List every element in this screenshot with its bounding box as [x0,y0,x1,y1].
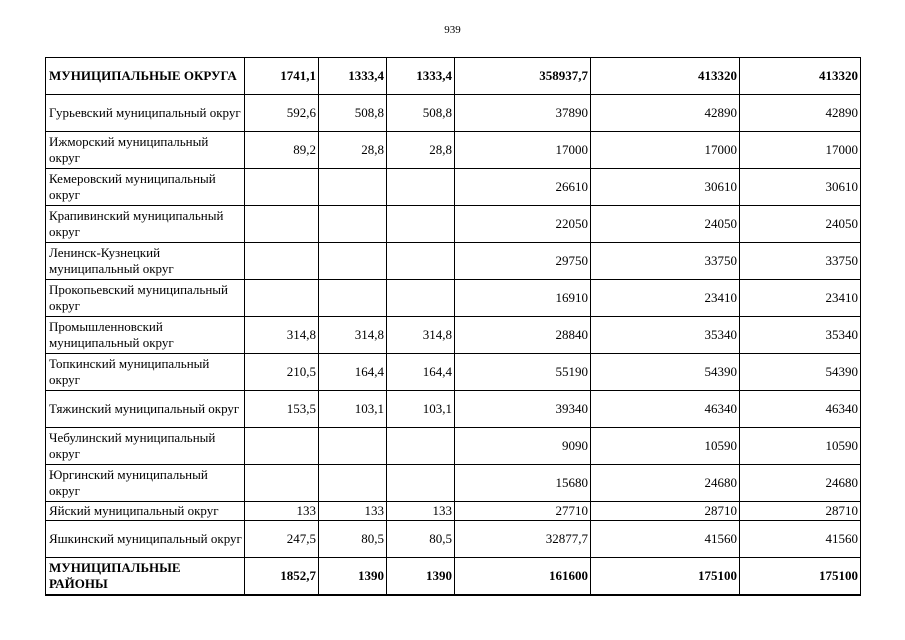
cell-value: 28,8 [319,132,387,169]
row-name: Крапивинский муниципальный округ [46,206,245,243]
cell-value: 23410 [591,280,740,317]
cell-value: 153,5 [245,391,319,428]
cell-value: 80,5 [387,521,455,558]
row-name: Прокопьевский муниципальный округ [46,280,245,317]
row-name: Тяжинский муниципальный округ [46,391,245,428]
cell-value: 42890 [740,95,861,132]
cell-value [319,169,387,206]
cell-value: 24680 [740,465,861,502]
cell-value: 42890 [591,95,740,132]
cell-value [387,465,455,502]
cell-value: 508,8 [387,95,455,132]
table-row [46,502,861,521]
cell-value [245,206,319,243]
page-number: 939 [444,24,461,36]
cell-value: 358937,7 [455,58,591,95]
table-row [46,132,861,169]
cell-value: 39340 [455,391,591,428]
cell-value: 1741,1 [245,58,319,95]
cell-value: 210,5 [245,354,319,391]
table-row [46,391,861,428]
table-row-municipal-districts-total [46,58,861,95]
cell-value: 103,1 [319,391,387,428]
cell-value: 41560 [740,521,861,558]
cell-value: 33750 [591,243,740,280]
cell-value: 10590 [591,428,740,465]
cell-value: 27710 [455,502,591,521]
row-name: Чебулинский муниципальный округ [46,428,245,465]
cell-value [319,280,387,317]
cell-value: 16910 [455,280,591,317]
cell-value [319,206,387,243]
cell-value: 1333,4 [387,58,455,95]
cell-value: 55190 [455,354,591,391]
cell-value: 17000 [740,132,861,169]
cell-value: 28,8 [387,132,455,169]
row-name: Кемеровский муниципальный округ [46,169,245,206]
cell-value: 15680 [455,465,591,502]
cell-value: 1390 [387,558,455,596]
cell-value [245,465,319,502]
cell-value [245,280,319,317]
table-row [46,243,861,280]
cell-value: 314,8 [387,317,455,354]
cell-value: 24680 [591,465,740,502]
table-row-municipal-regions-total [46,558,861,596]
cell-value: 28840 [455,317,591,354]
row-name: Ленинск-Кузнецкий муниципальный округ [46,243,245,280]
table-row [46,521,861,558]
cell-value: 1333,4 [319,58,387,95]
cell-value: 89,2 [245,132,319,169]
cell-value [319,428,387,465]
row-name: Гурьевский муниципальный округ [46,95,245,132]
cell-value: 37890 [455,95,591,132]
cell-value: 17000 [455,132,591,169]
row-name: Юргинский муниципальный округ [46,465,245,502]
cell-value [387,428,455,465]
cell-value [319,465,387,502]
cell-value: 508,8 [319,95,387,132]
cell-value: 33750 [740,243,861,280]
cell-value: 32877,7 [455,521,591,558]
cell-value: 46340 [591,391,740,428]
table-row [46,317,861,354]
cell-value: 133 [387,502,455,521]
cell-value: 24050 [591,206,740,243]
cell-value: 30610 [591,169,740,206]
cell-value: 592,6 [245,95,319,132]
cell-value: 247,5 [245,521,319,558]
table-row [46,428,861,465]
row-name: Яйский муниципальный округ [46,502,245,521]
cell-value: 133 [245,502,319,521]
cell-value: 164,4 [319,354,387,391]
cell-value: 54390 [591,354,740,391]
table-row [46,354,861,391]
cell-value: 103,1 [387,391,455,428]
cell-value: 30610 [740,169,861,206]
row-name: МУНИЦИПАЛЬНЫЕ ОКРУГА [46,58,245,95]
cell-value: 413320 [740,58,861,95]
cell-value [245,169,319,206]
cell-value: 1390 [319,558,387,596]
cell-value: 54390 [740,354,861,391]
row-name: Ижморский муниципальный округ [46,132,245,169]
cell-value: 24050 [740,206,861,243]
cell-value [245,243,319,280]
cell-value: 26610 [455,169,591,206]
cell-value [387,169,455,206]
table-row [46,95,861,132]
budget-table [45,57,861,596]
table-row [46,280,861,317]
cell-value: 17000 [591,132,740,169]
cell-value [387,243,455,280]
row-name: Промышленновский муниципальный округ [46,317,245,354]
cell-value [319,243,387,280]
cell-value: 35340 [591,317,740,354]
cell-value [245,428,319,465]
row-name: Яшкинский муниципальный округ [46,521,245,558]
cell-value: 314,8 [319,317,387,354]
cell-value: 41560 [591,521,740,558]
cell-value [387,206,455,243]
cell-value: 175100 [740,558,861,596]
table-row [46,169,861,206]
cell-value: 46340 [740,391,861,428]
row-name: МУНИЦИПАЛЬНЫЕ РАЙОНЫ [46,558,245,596]
cell-value: 29750 [455,243,591,280]
cell-value: 35340 [740,317,861,354]
cell-value: 80,5 [319,521,387,558]
cell-value: 23410 [740,280,861,317]
cell-value: 28710 [591,502,740,521]
cell-value: 175100 [591,558,740,596]
row-name: Топкинский муниципальный округ [46,354,245,391]
table-row [46,465,861,502]
cell-value: 413320 [591,58,740,95]
cell-value: 28710 [740,502,861,521]
cell-value: 10590 [740,428,861,465]
cell-value: 161600 [455,558,591,596]
cell-value: 22050 [455,206,591,243]
cell-value: 1852,7 [245,558,319,596]
cell-value: 164,4 [387,354,455,391]
cell-value [387,280,455,317]
cell-value: 9090 [455,428,591,465]
cell-value: 314,8 [245,317,319,354]
table-row [46,206,861,243]
cell-value: 133 [319,502,387,521]
